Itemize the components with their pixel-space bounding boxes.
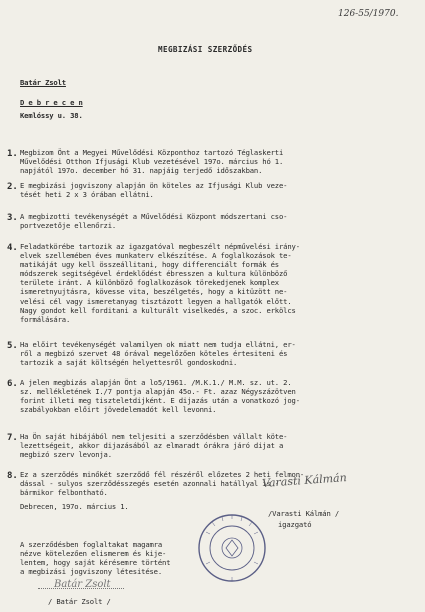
clause-number: 2. [7,182,18,192]
clause-text [20,432,287,459]
clause-line: A jelen megbizás alapján Önt a lo5/1961. /M.K.1./ M.M. sz. ut. 2. [20,378,292,387]
clause-line: velési cél vagy ismeretanyag tisztázott legyen a hallgatók előtt. [20,296,292,306]
clause-line: E megbizási jogviszony alapján ön köteles az Ifjusági Klub veze- [20,181,288,190]
clause-line: tését heti 2 x 3 órában ellátni. [20,190,154,200]
clause-line: Művelődési Otthon Ifjusági Klub vezetésével 197o. március hó 1. [20,157,284,167]
signatory-handwriting: Varasti Kálmán [261,471,348,490]
clause-line: módszerek segitségével érdeklődést ébresszen a kultura különböző [20,269,288,279]
addressee-street: Kemlóssy u. 38. [20,111,83,120]
clause-line: ismeretnyujtásra, kövesse vita, beszélgetés, hogy a kitüzött ne- [20,287,288,297]
clause-text [20,340,296,367]
clause-line: portvezetője ellenőrzi. [20,221,117,231]
acknowledgement-line: nézve kötelezően elismerem és kije- [20,549,167,559]
clause-line: Ez a szerződés minőkét szerződő fél részéről előzetes 2 heti felmon- [20,470,305,479]
clause-line: lezettségeit, akkor dijazásából az elmaradt órákra járó dijat a [20,441,284,451]
clause-line: bármikor felbontható. [20,488,108,498]
clause-line: A megbizotti tevékenységét a Művelődési Központ módszertani cso- [20,212,288,221]
clause-line: matikáját ugy kell összeállitani, hogy differenciált formák és [20,260,279,270]
signatory-name: /Varasti Kálmán / [268,509,340,518]
clause-number: 6. [7,379,18,389]
clause-text [20,212,287,230]
acknowledgement-line: a megbizási jogviszony létesitése. [20,567,163,577]
clause-line: ről a megbizó szervet 48 órával megelőzően köteles értesiteni és [20,349,288,359]
clause-number: 5. [7,341,18,351]
clause-line: Megbizom Önt a Megyei Művelődési Központhoz tartozó Téglaskerti [20,148,284,157]
clause-line: formálására. [20,314,71,324]
clause-text [20,378,300,414]
acknowledgement-line: A szerződésben foglaltakat magamra [20,540,163,549]
acknowledgement-line: lentem, hogy saját kérésemre történt [20,558,171,568]
addressee-city: D e b r e c e n [20,98,83,107]
recipient-name: / Batár Zsolt / [48,597,111,606]
reference-number: 126-55/1970. [338,9,399,19]
clause-text [20,242,300,324]
clause-number: 1. [7,149,18,159]
date-line: Debrecen, 197o. március 1. [20,502,129,511]
clause-number: 3. [7,213,18,223]
clause-line: megbizó szerv levonja. [20,450,112,460]
clause-line: sz. mellékletének I./7 pontja alapján 45o.- Ft. azaz Négyszázötven [20,387,296,397]
clause-line: forint illeti meg tiszteletdijként. E dijazás után a vonatkozó jog- [20,396,300,406]
clause-line: napjától 197o. december hó 31. napjáig terjedő időszakban. [20,166,263,176]
clause-line: dással - sulyos szerződésszegés esetén azonnali hatállyal is - [20,479,279,489]
clause-number: 4. [7,243,18,253]
recipient-handwriting: Batár Zsolt [54,579,111,590]
clause-line: területe iránt. A különböző foglalkozások törekedjenek komplex [20,278,279,288]
official-stamp [196,512,268,584]
clause-line: elvek szellemében éves munkaterv elkészítése. A foglalkozások te- [20,251,292,261]
signatory-role: igazgató [278,520,312,529]
clause-line: tartozik a saját költségén helyettesről gondoskodni. [20,358,238,368]
clause-line: szabályokban előirt jövedelemadót kell levonni. [20,405,217,415]
clause-line: Feladatkörébe tartozik az igazgatóval megbeszélt népművelési irány- [20,242,300,251]
clause-number: 7. [7,433,18,443]
clause-text [20,181,287,199]
clause-line: Ha Ön saját hibájából nem teljesiti a szerződésben vállalt köte- [20,432,288,441]
signature-line [38,588,124,589]
clause-line: Nagy gondot kell forditani a kulturált viselkedés, a szoc. erkölcs [20,305,296,315]
clause-line: Ha előirt tevékenységét valamilyen ok miatt nem tudja ellátni, er- [20,340,296,349]
document-title: MEGBIZÁSI SZERZŐDÉS [158,45,253,54]
clause-text [20,148,283,175]
acknowledgement-text [20,540,170,576]
addressee-name: Batár Zsolt [20,78,66,87]
clause-number: 8. [7,471,18,481]
